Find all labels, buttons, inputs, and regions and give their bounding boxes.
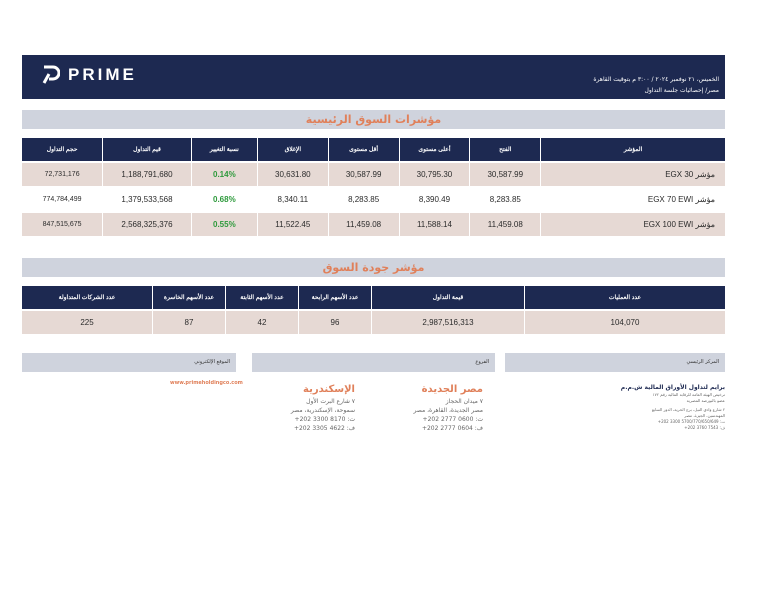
branch-line: ف: 0604 2777 202+ — [421, 425, 483, 432]
col-value: قيم التداول — [103, 138, 191, 161]
col-traded-value: قيمة التداول — [372, 286, 524, 309]
website-link[interactable]: www.primeholdingco.com — [170, 380, 243, 386]
market-quality-table — [21, 284, 726, 336]
high-cell: 30,795.30 — [400, 163, 470, 186]
col-index: المؤشر — [541, 138, 725, 161]
value-cell: 2,568,325,376 — [103, 213, 191, 236]
main-indices-header-row — [22, 138, 725, 161]
col-close: الإغلاق — [258, 138, 328, 161]
change-cell: 0.68% — [192, 188, 257, 211]
col-volume: حجم التداول — [22, 138, 102, 161]
branch-line: ٧ ميدان الحجاز — [445, 398, 483, 405]
report-subtitle: مصر/ إحصائيات جلسة التداول — [644, 87, 719, 94]
market-quality-title: مؤشر جودة السوق — [22, 258, 725, 277]
volume-cell: 847,515,675 — [22, 213, 102, 236]
table-row — [22, 311, 725, 334]
report-header — [22, 55, 725, 99]
close-cell: 8,340.11 — [258, 188, 328, 211]
col-low: أقل مستوى — [329, 138, 399, 161]
traded-value-cell: 2,987,516,313 — [372, 311, 524, 334]
exchange-member-line: عضو بالبورصة المصرية — [686, 398, 725, 403]
open-cell: 30,587.99 — [470, 163, 540, 186]
companies-cell: 225 — [22, 311, 152, 334]
license-line: ترخيص الهيئة العامة للرقابة المالية رقم ١٧٢ — [652, 392, 725, 397]
company-name: برايم لتداول الأوراق المالية ش.م.م — [620, 384, 725, 391]
address-line-2: المهندسين، الجيزة، مصر — [684, 413, 725, 418]
open-cell: 8,283.85 — [470, 188, 540, 211]
website-bar: الموقع الإلكتروني — [22, 353, 236, 372]
branch-line: ٧ شارع البرت الأول — [306, 398, 355, 405]
index-name-cell: مؤشر EGX 30 — [541, 163, 725, 186]
close-cell: 30,631.80 — [258, 163, 328, 186]
low-cell: 8,283.85 — [329, 188, 399, 211]
index-name-cell: مؤشر EGX 100 EWI — [541, 213, 725, 236]
low-cell: 30,587.99 — [329, 163, 399, 186]
prime-logo-icon — [42, 65, 60, 85]
fax-line: ف: 7543 3760 202+ — [684, 425, 725, 430]
unchanged-cell: 42 — [226, 311, 298, 334]
close-cell: 11,522.45 — [258, 213, 328, 236]
change-cell: 0.14% — [192, 163, 257, 186]
branch-line: ت: 8170 3300 202+ — [294, 416, 355, 423]
header-info — [593, 74, 719, 96]
head-office-block — [560, 383, 725, 431]
col-high: أعلى مستوى — [400, 138, 470, 161]
table-row — [22, 163, 725, 186]
main-indices-table — [21, 136, 726, 238]
high-cell: 11,588.14 — [400, 213, 470, 236]
alexandria-branch — [255, 383, 355, 433]
table-row — [22, 213, 725, 236]
gainers-cell: 96 — [299, 311, 371, 334]
high-cell: 8,390.49 — [400, 188, 470, 211]
col-unchanged: عدد الأسهم الثابتة — [226, 286, 298, 309]
col-transactions: عدد العمليات — [525, 286, 725, 309]
heliopolis-branch — [380, 383, 483, 433]
address-line-1: ٢ شارع وادي النيل، برج الحرية، الدور السابع — [651, 407, 725, 412]
branch-line: ت: 0600 2777 202+ — [422, 416, 483, 423]
market-quality-header-row — [22, 286, 725, 309]
report-date: الخميس، ٢١ نوفمبر ٢٠٢٤ / ٣:٠٠ م بتوقيت القاهرة — [593, 76, 719, 83]
col-companies: عدد الشركات المتداولة — [22, 286, 152, 309]
prime-logo — [42, 65, 137, 85]
col-gainers: عدد الأسهم الرابحة — [299, 286, 371, 309]
table-row — [22, 188, 725, 211]
losers-cell: 87 — [153, 311, 225, 334]
main-indices-title: مؤشرات السوق الرئيسية — [22, 110, 725, 129]
branches-bar: الفروع — [252, 353, 495, 372]
branch-line: مصر الجديدة، القاهرة، مصر — [413, 407, 483, 414]
low-cell: 11,459.08 — [329, 213, 399, 236]
alexandria-title: الإسكندرية — [303, 384, 355, 395]
value-cell: 1,379,533,568 — [103, 188, 191, 211]
branch-line: سموحة، الإسكندرية، مصر — [290, 407, 355, 414]
heliopolis-title: مصر الجديدة — [421, 384, 483, 395]
open-cell: 11,459.08 — [470, 213, 540, 236]
col-open: الفتح — [470, 138, 540, 161]
phone-line: ت: 5700/770/650/649 3300 202+ — [657, 419, 725, 424]
brand-name: PRIME — [68, 65, 137, 84]
index-name-cell: مؤشر EGX 70 EWI — [541, 188, 725, 211]
head-office-bar: المركز الرئيسي — [505, 353, 725, 372]
value-cell: 1,188,791,680 — [103, 163, 191, 186]
col-change: نسبة التغيير — [192, 138, 257, 161]
volume-cell: 72,731,176 — [22, 163, 102, 186]
branch-line: ف: 4622 3305 202+ — [293, 425, 355, 432]
change-cell: 0.55% — [192, 213, 257, 236]
transactions-cell: 104,070 — [525, 311, 725, 334]
col-losers: عدد الأسهم الخاسرة — [153, 286, 225, 309]
volume-cell: 774,784,499 — [22, 188, 102, 211]
